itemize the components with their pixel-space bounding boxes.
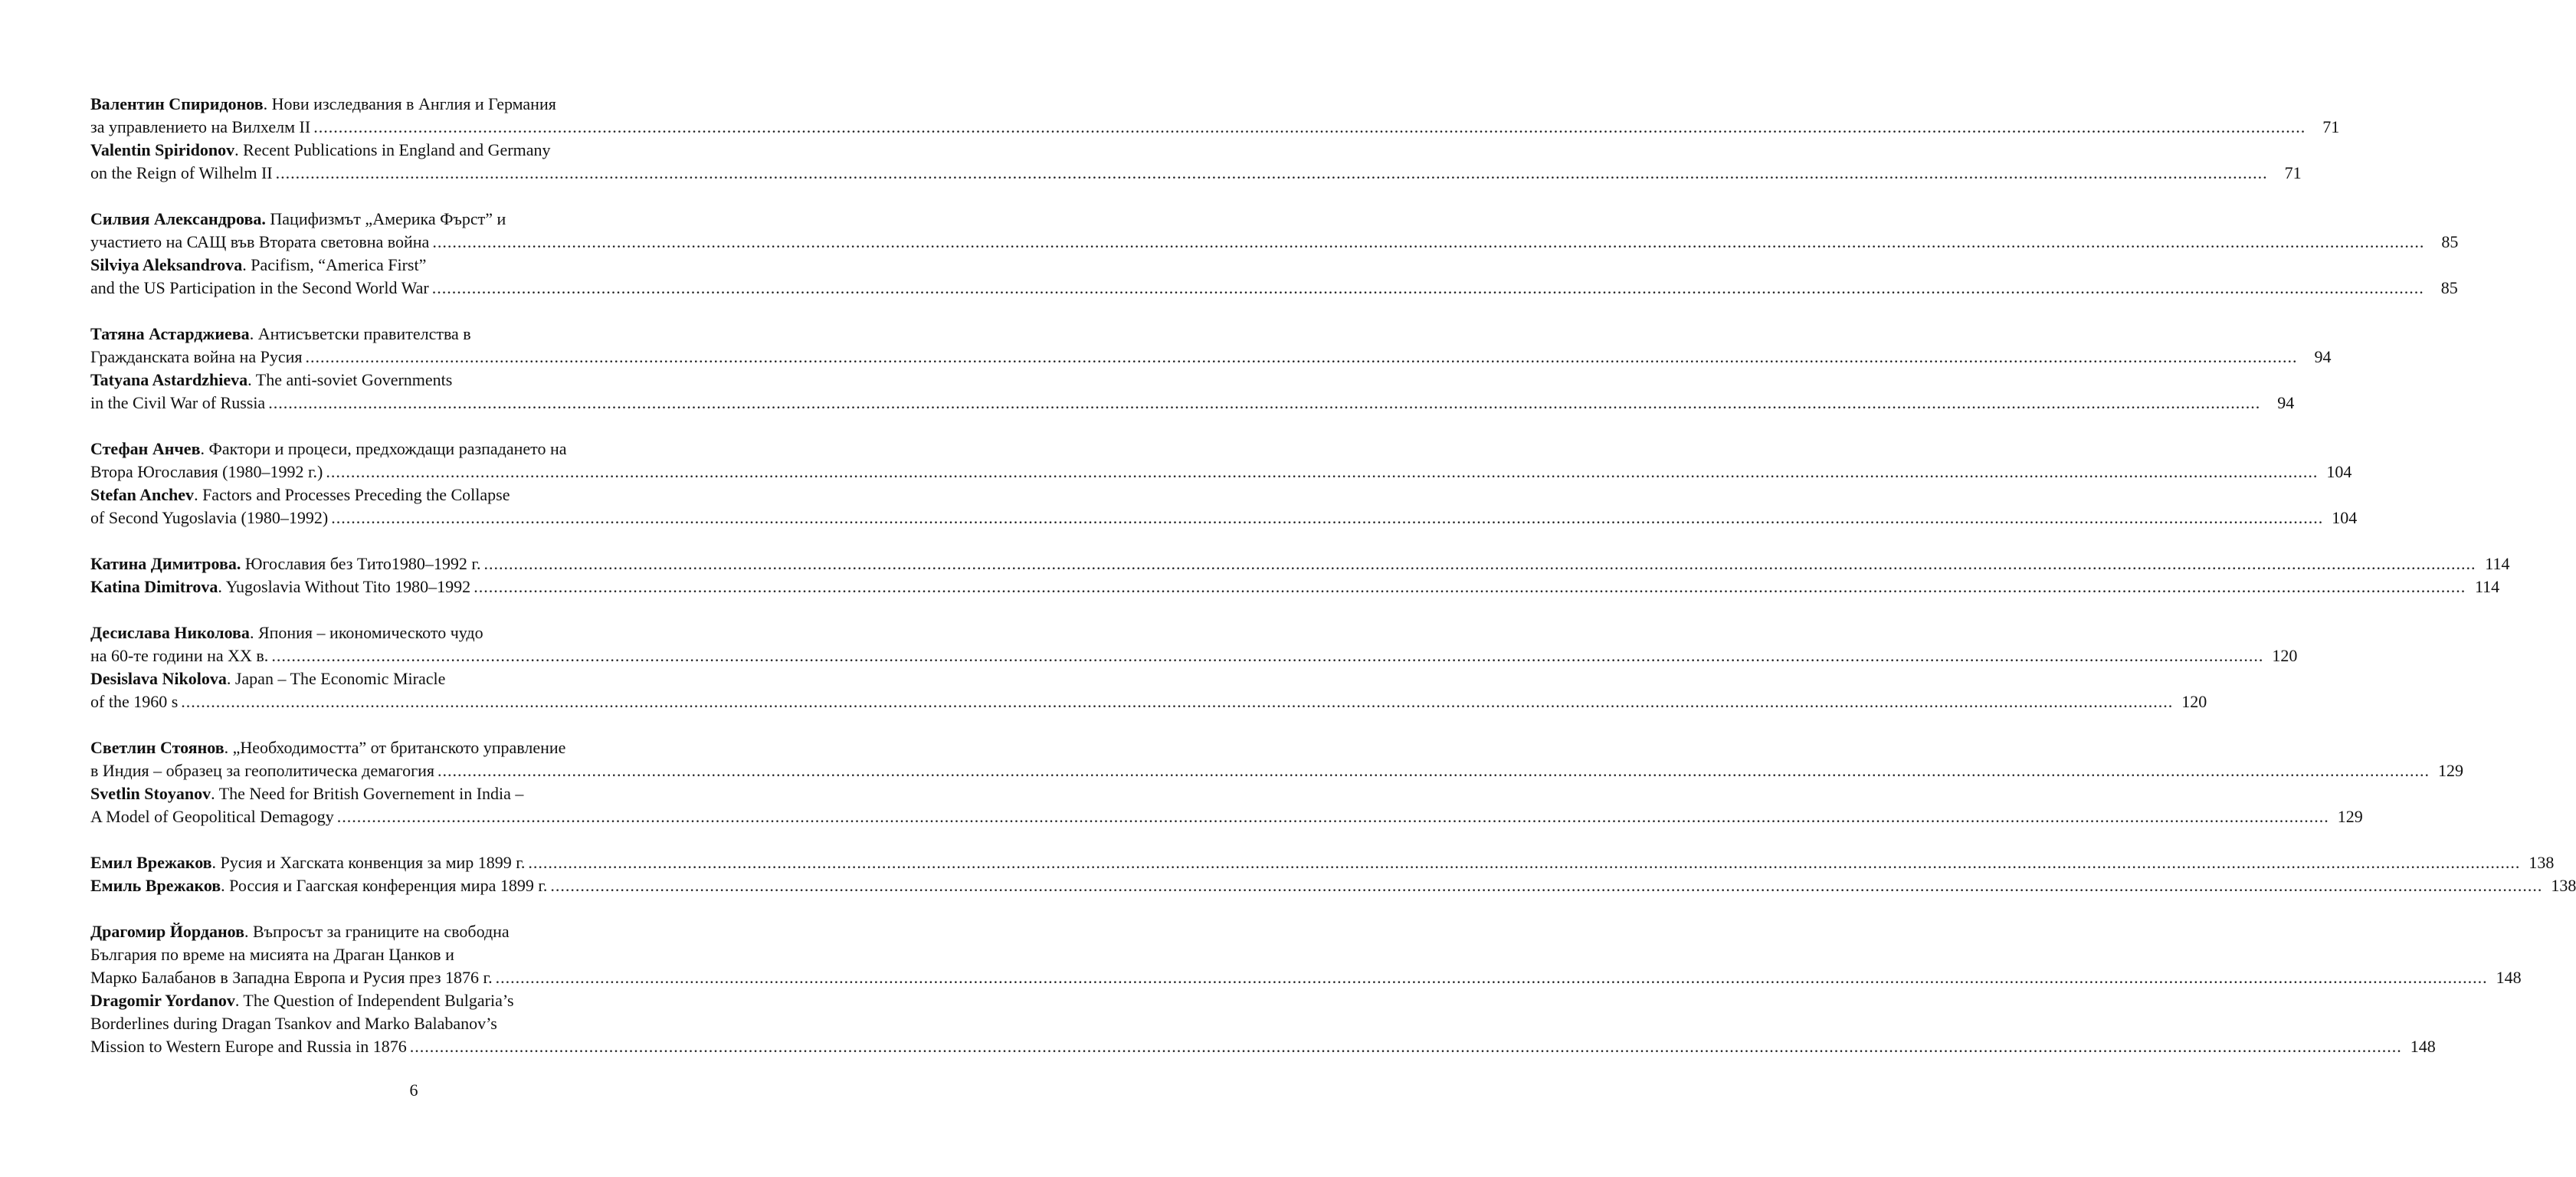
article-title: Mission to Western Europe and Russia in 1876 <box>90 1037 407 1056</box>
dot-leader: ................................................................................................................................................................................................................................................................................................................................................................................................................ <box>336 807 2329 826</box>
toc-line <box>90 208 736 231</box>
author-name: Stefan Anchev <box>90 485 195 504</box>
toc-line <box>90 943 736 966</box>
toc-line-text <box>90 461 323 484</box>
toc-line <box>90 690 2207 713</box>
dot-leader: ................................................................................................................................................................................................................................................................................................................................................................................................................ <box>305 347 2298 366</box>
toc-entry <box>90 920 2522 1058</box>
author-name: Desislava Nikolova <box>90 669 227 688</box>
toc-line-text <box>90 991 514 1010</box>
article-title: България по време на мисията на Драган Цанков и <box>90 945 454 964</box>
author-name: Svetlin Stoyanov <box>90 784 211 803</box>
article-title: Пацифизмът „Америка Фърст” и <box>265 209 506 228</box>
toc-line <box>90 277 2458 300</box>
toc-line-text <box>90 552 480 575</box>
author-name: Tatyana Astardzhieva <box>90 370 248 389</box>
toc-line-text <box>90 805 334 828</box>
toc-line-text <box>90 116 310 139</box>
article-title: . Русия и Хагската конвенция за мир 1899 г. <box>211 853 526 872</box>
author-name: Драгомир Йорданов <box>90 922 244 941</box>
toc-line-text <box>90 392 265 415</box>
toc-line-text <box>90 255 426 274</box>
toc-line <box>90 644 2298 667</box>
dot-leader: ................................................................................................................................................................................................................................................................................................................................................................................................................ <box>275 163 2268 182</box>
dot-leader: ................................................................................................................................................................................................................................................................................................................................................................................................................ <box>313 117 2306 136</box>
toc-line <box>90 231 2459 254</box>
page-ref: 114 <box>2475 577 2500 596</box>
article-title: Югославия без Тито1980–1992 г. <box>241 554 481 573</box>
article-title: за управлението на Вилхелм II <box>90 117 311 136</box>
page-ref: 114 <box>2485 554 2510 573</box>
page-ref: 148 <box>2410 1037 2436 1056</box>
article-title: . Фактори и процеси, предхождащи разпадането на <box>200 439 567 458</box>
toc-line <box>90 323 736 346</box>
toc-line <box>90 805 2363 828</box>
dot-leader: ................................................................................................................................................................................................................................................................................................................................................................................................................ <box>431 278 2424 297</box>
author-name: Katina Dimitrova <box>90 577 218 596</box>
article-title: . Japan – The Economic Miracle <box>226 669 446 688</box>
author-name: Катина Димитрова. <box>90 554 241 573</box>
toc-line <box>90 736 736 759</box>
toc-line <box>90 1035 2436 1058</box>
page-ref: 129 <box>2337 807 2363 826</box>
toc-line <box>90 139 736 162</box>
toc-entry <box>90 851 2576 897</box>
toc-entry <box>90 552 2510 598</box>
article-title: Гражданската война на Русия <box>90 347 303 366</box>
article-title: в Индия – образец за геополитическа демагогия <box>90 761 435 780</box>
toc-line <box>90 759 2464 782</box>
page-ref: 71 <box>2322 117 2340 136</box>
toc-line <box>90 484 736 507</box>
article-title: . „Необходимостта” от британското управление <box>224 738 566 757</box>
page-ref: 129 <box>2438 761 2464 780</box>
article-title: . Россия и Гаагская конференция мира 1899 г. <box>221 876 548 895</box>
article-title: . The anti-soviet Governments <box>247 370 453 389</box>
article-title: . Антисъветски правителства в <box>249 324 471 343</box>
dot-leader: ................................................................................................................................................................................................................................................................................................................................................................................................................ <box>268 393 2261 412</box>
dot-leader: ................................................................................................................................................................................................................................................................................................................................................................................................................ <box>483 554 2476 573</box>
article-title: Марко Балабанов в Западна Европа и Русия през 1876 г. <box>90 968 493 987</box>
dot-leader: ................................................................................................................................................................................................................................................................................................................................................................................................................ <box>495 968 2488 987</box>
toc-line <box>90 621 736 644</box>
toc-line <box>90 782 736 805</box>
author-name: Емиль Врежаков <box>90 876 221 895</box>
author-name: Силвия Александрова. <box>90 209 266 228</box>
toc-line <box>90 162 2302 185</box>
page-ref: 71 <box>2284 163 2302 182</box>
toc-line <box>90 851 2555 874</box>
author-name: Valentin Spiridonov <box>90 140 235 159</box>
article-title: of the 1960 s <box>90 692 179 711</box>
dot-leader: ................................................................................................................................................................................................................................................................................................................................................................................................................ <box>438 761 2430 780</box>
toc-line-text <box>90 690 178 713</box>
toc-entry <box>90 621 2298 713</box>
toc-line-text <box>90 575 470 598</box>
toc-line-text <box>90 623 483 642</box>
page-ref: 138 <box>2528 853 2555 872</box>
toc-line-text <box>90 209 506 228</box>
toc-entry <box>90 323 2332 415</box>
dot-leader: ................................................................................................................................................................................................................................................................................................................................................................................................................ <box>409 1037 2402 1056</box>
article-title: . Нови изследвания в Англия и Германия <box>263 94 556 113</box>
toc-entry <box>90 93 2340 185</box>
toc-line-text <box>90 851 525 874</box>
author-name: Емил Врежаков <box>90 853 212 872</box>
toc-line-text <box>90 1035 407 1058</box>
article-title: of Second Yugoslavia (1980–1992) <box>90 508 329 527</box>
page-ref: 148 <box>2496 968 2522 987</box>
toc-line-text <box>90 231 429 254</box>
toc-line <box>90 116 2340 139</box>
toc-line-text <box>90 94 556 113</box>
table-of-contents <box>90 93 2576 1081</box>
toc-line <box>90 346 2332 369</box>
toc-line-text <box>90 485 510 504</box>
page-ref: 94 <box>2277 393 2295 412</box>
toc-line-text <box>90 140 551 159</box>
toc-line-text <box>90 945 454 964</box>
toc-line-text <box>90 784 523 803</box>
toc-line-text <box>90 759 434 782</box>
toc-line-text <box>90 966 493 989</box>
page-ref: 104 <box>2332 508 2358 527</box>
page-number: 6 <box>409 1080 418 1100</box>
article-title: . Recent Publications in England and Germany <box>234 140 551 159</box>
page-ref: 138 <box>2551 876 2576 895</box>
page-ref: 85 <box>2440 278 2458 297</box>
article-title: . Япония – икономическото чудо <box>249 623 483 642</box>
page-ref: 104 <box>2326 462 2352 481</box>
article-title: Borderlines during Dragan Tsankov and Marko Balabanov’s <box>90 1014 497 1033</box>
toc-line <box>90 93 736 116</box>
toc-line-text <box>90 738 565 757</box>
toc-line-text <box>90 370 452 389</box>
dot-leader: ................................................................................................................................................................................................................................................................................................................................................................................................................ <box>528 853 2521 872</box>
author-name: Валентин Спиридонов <box>90 94 264 113</box>
toc-line-text <box>90 324 471 343</box>
dot-leader: ................................................................................................................................................................................................................................................................................................................................................................................................................ <box>326 462 2319 481</box>
toc-line-text <box>90 162 273 185</box>
toc-entry <box>90 438 2358 529</box>
article-title: . Pacifism, “America First” <box>242 255 427 274</box>
author-name: Татяна Астарджиева <box>90 324 250 343</box>
article-title: . Въпросът за границите на свободна <box>244 922 510 941</box>
dot-leader: ................................................................................................................................................................................................................................................................................................................................................................................................................ <box>181 692 2174 711</box>
author-name: Десислава Николова <box>90 623 250 642</box>
toc-line-text <box>90 507 328 529</box>
article-title: on the Reign of Wilhelm II <box>90 163 273 182</box>
toc-line-text <box>90 439 567 458</box>
toc-line <box>90 667 736 690</box>
toc-line-text <box>90 669 445 688</box>
author-name: Dragomir Yordanov <box>90 991 235 1010</box>
dot-leader: ................................................................................................................................................................................................................................................................................................................................................................................................................ <box>331 508 2324 527</box>
toc-line <box>90 1012 736 1035</box>
article-title: на 60-те години на XX в. <box>90 646 269 665</box>
article-title: A Model of Geopolitical Demagogy <box>90 807 334 826</box>
article-title: . Yugoslavia Without Tito 1980–1992 <box>218 577 471 596</box>
toc-entry <box>90 208 2459 300</box>
article-title: участието на САЩ във Втората световна война <box>90 232 430 251</box>
toc-line <box>90 254 736 277</box>
toc-line <box>90 989 736 1012</box>
toc-entry <box>90 736 2464 828</box>
toc-line <box>90 920 736 943</box>
toc-line <box>90 874 2576 897</box>
article-title: . The Question of Independent Bulgaria’s <box>234 991 514 1010</box>
dot-leader: ................................................................................................................................................................................................................................................................................................................................................................................................................ <box>432 232 2425 251</box>
toc-line-text <box>90 277 429 300</box>
toc-line-text <box>90 644 268 667</box>
article-title: and the US Participation in the Second World War <box>90 278 429 297</box>
author-name: Silviya Aleksandrova <box>90 255 243 274</box>
article-title: . Factors and Processes Preceding the Collapse <box>194 485 510 504</box>
page-ref: 120 <box>2272 646 2298 665</box>
toc-line-text <box>90 346 302 369</box>
toc-line <box>90 552 2510 575</box>
dot-leader: ................................................................................................................................................................................................................................................................................................................................................................................................................ <box>550 876 2543 895</box>
toc-line <box>90 966 2522 989</box>
toc-line-text <box>90 1014 497 1033</box>
page-ref: 120 <box>2181 692 2207 711</box>
toc-line <box>90 575 2500 598</box>
toc-line-text <box>90 922 510 941</box>
author-name: Стефан Анчев <box>90 439 201 458</box>
toc-line <box>90 369 736 392</box>
dot-leader: ................................................................................................................................................................................................................................................................................................................................................................................................................ <box>271 646 2264 665</box>
article-title: . The Need for British Governement in India – <box>211 784 524 803</box>
toc-line <box>90 438 736 461</box>
page-ref: 94 <box>2314 347 2332 366</box>
toc-line <box>90 392 2295 415</box>
page-ref: 85 <box>2441 232 2459 251</box>
dot-leader: ................................................................................................................................................................................................................................................................................................................................................................................................................ <box>474 577 2466 596</box>
toc-line <box>90 461 2352 484</box>
author-name: Светлин Стоянов <box>90 738 224 757</box>
toc-line <box>90 507 2358 529</box>
article-title: in the Civil War of Russia <box>90 393 266 412</box>
article-title: Втора Югославия (1980–1992 г.) <box>90 462 323 481</box>
toc-line-text <box>90 874 547 897</box>
